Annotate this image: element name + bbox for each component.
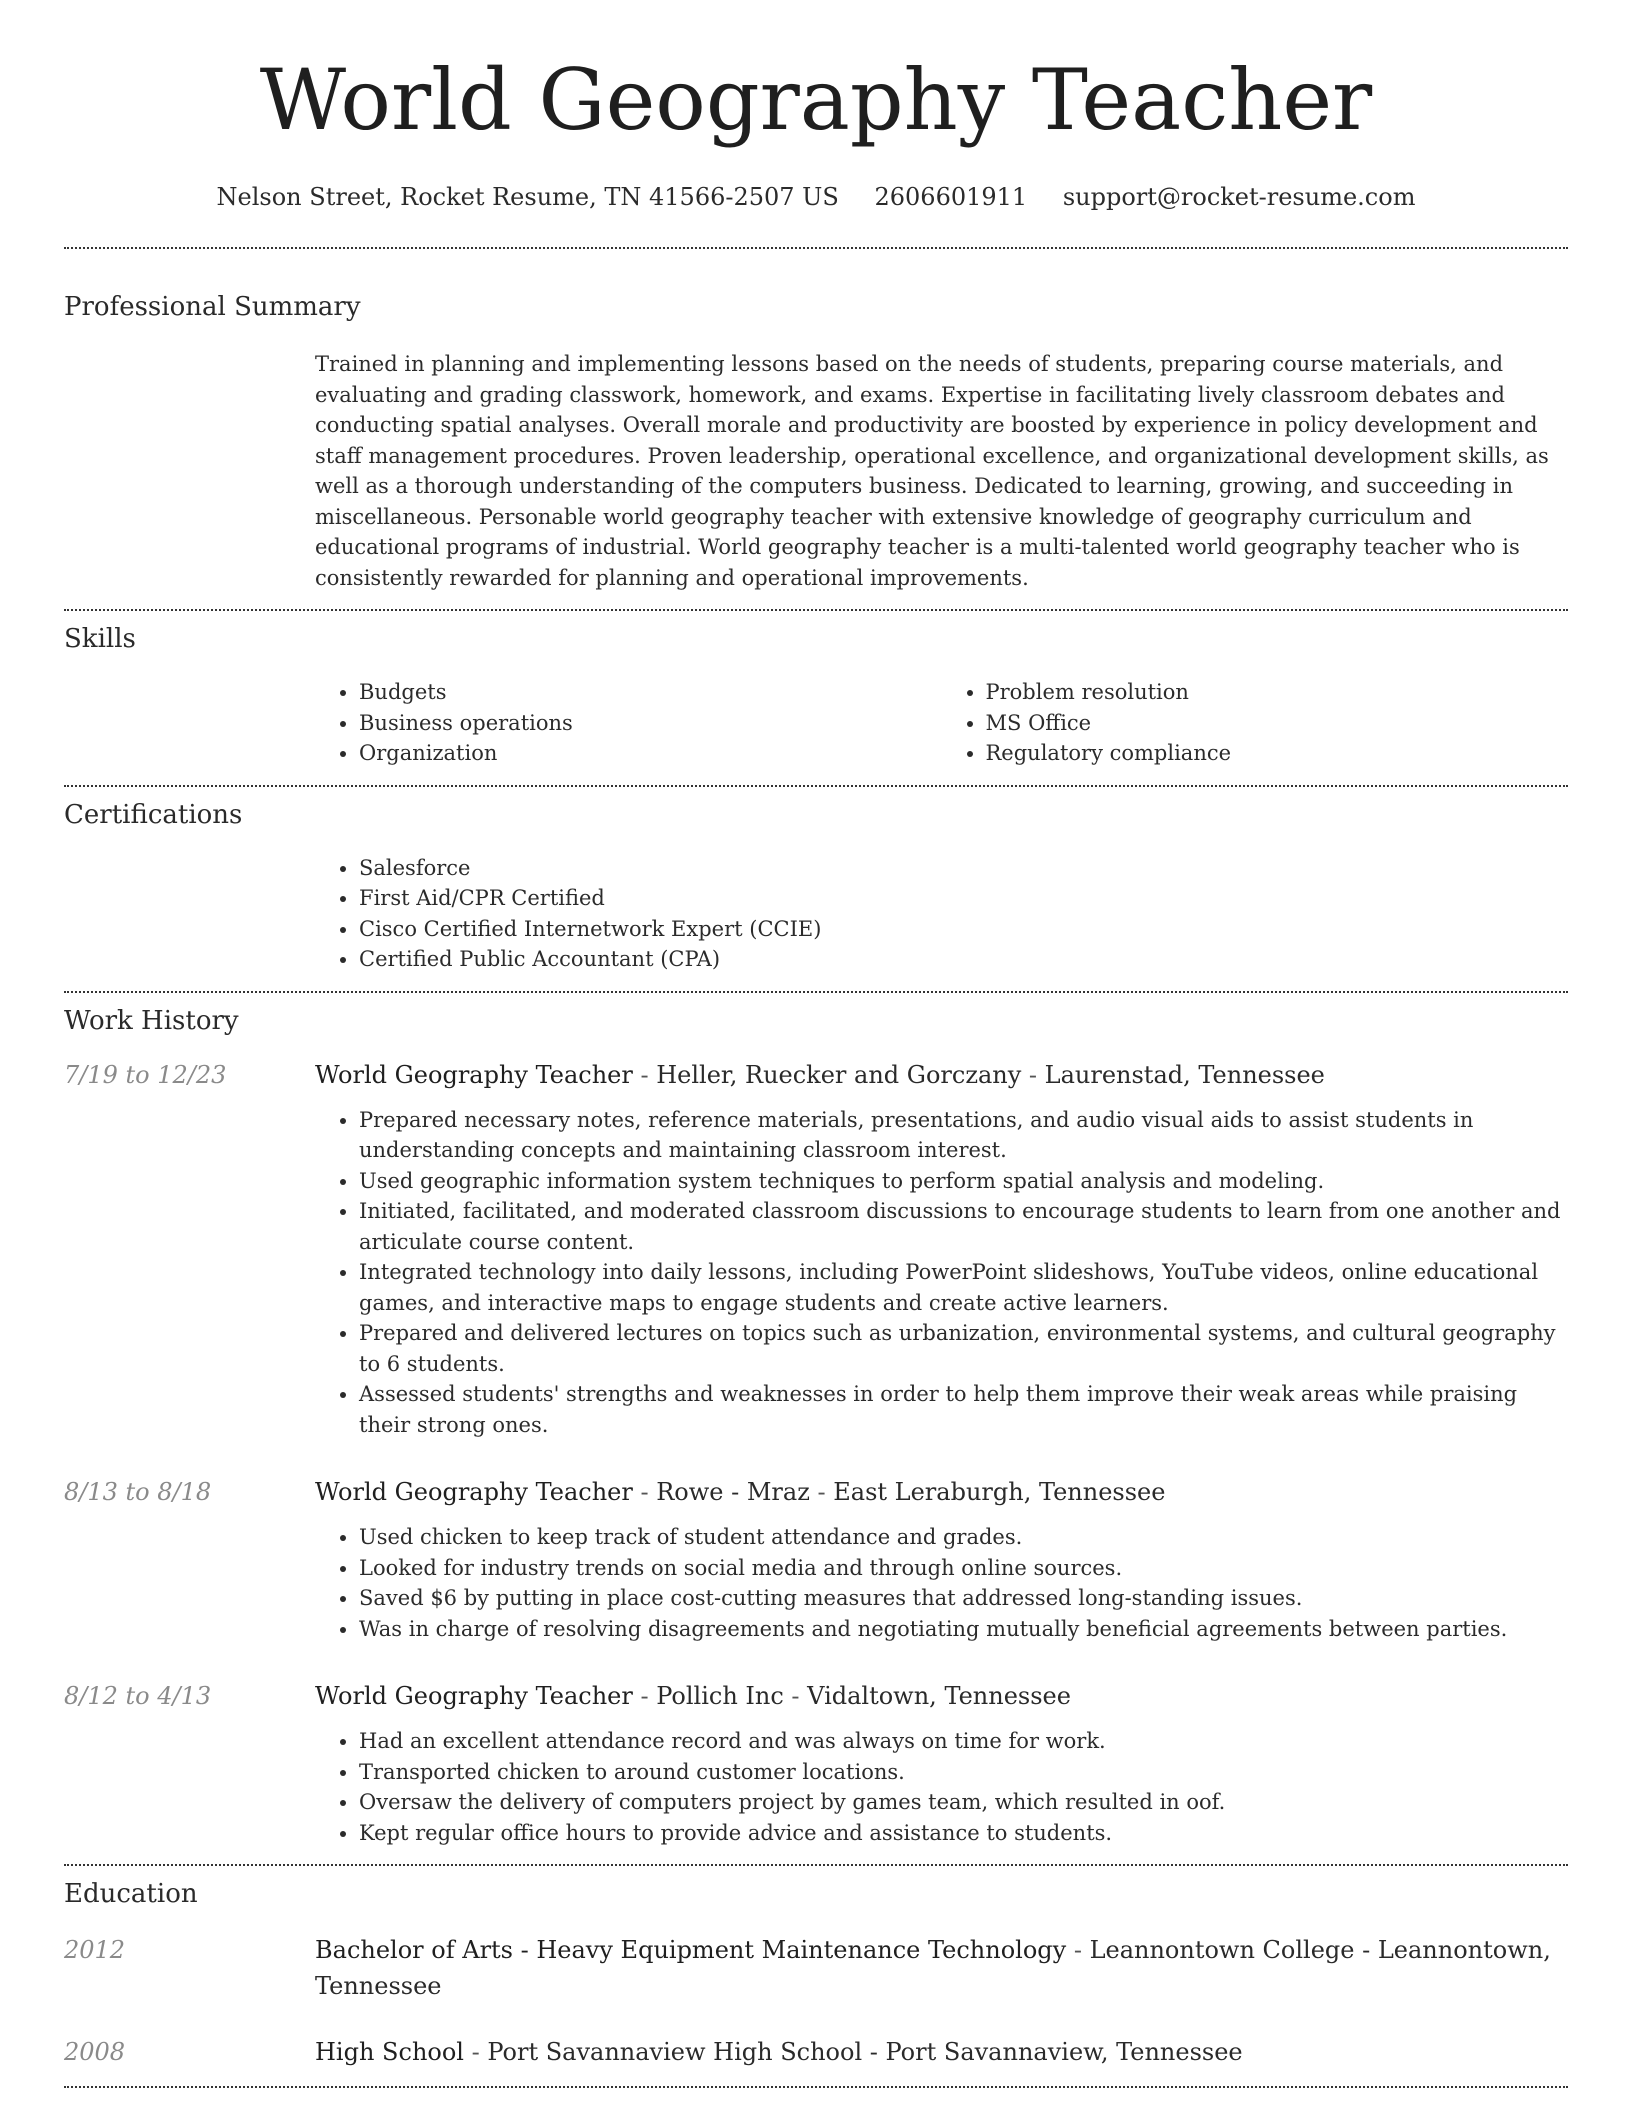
work-section: [64, 993, 1568, 1849]
education-entry: [64, 1932, 1568, 2004]
job-bullet: • Was in charge of resolving disagreements and negotiating mutually beneficial agreements between parties.: [359, 1614, 1568, 1645]
certification-item: • Cisco Certified Internetwork Expert (CCIE): [359, 914, 1568, 945]
job-entry: [64, 1057, 1568, 1441]
job-location: East Leraburgh, Tennessee: [833, 1478, 1166, 1506]
education-year: 2012: [64, 1936, 126, 1964]
education-degree: High School: [315, 2038, 464, 2066]
education-section: [64, 1866, 1568, 2070]
section-divider: [64, 2086, 1568, 2088]
education-heading: [315, 1932, 1568, 2004]
skills-content: [315, 677, 1568, 769]
education-separator: -: [1066, 1936, 1090, 1964]
skills-list-left: [315, 677, 942, 769]
education-body: [315, 1932, 1568, 2004]
job-bullet: • Looked for industry trends on social media and through online sources.: [359, 1553, 1568, 1584]
job-separator: -: [632, 1060, 657, 1089]
job-bullets: [315, 1522, 1568, 1644]
job-bullet: • Used chicken to keep track of student attendance and grades.: [359, 1522, 1568, 1553]
job-company: Rowe - Mraz: [656, 1478, 810, 1506]
contact-phone: 2606601911: [874, 183, 1028, 211]
contact-line: [64, 182, 1568, 212]
job-bullet: • Saved $6 by putting in place cost-cutting measures that addressed long-standing issues.: [359, 1583, 1568, 1614]
contact-address: Nelson Street, Rocket Resume, TN 41566-2507 US: [216, 183, 839, 211]
job-bullet: • Prepared and delivered lectures on topics such as urbanization, environmental systems, and cultural geography to 6 students.: [359, 1318, 1568, 1379]
skill-item: • Budgets: [359, 677, 942, 708]
job-heading: [315, 1057, 1568, 1093]
summary-section: [64, 249, 1568, 593]
education-body: [315, 2034, 1568, 2070]
skills-list-right: [942, 677, 1569, 769]
summary-title: Professional Summary: [64, 292, 361, 322]
skill-item: • MS Office: [986, 708, 1569, 739]
job-bullets: [315, 1105, 1568, 1441]
job-entry: [64, 1678, 1568, 1848]
job-bullet: • Integrated technology into daily lessons, including PowerPoint slideshows, YouTube videos, online educational games, and interactive maps to engage students and create active learners.: [359, 1257, 1568, 1318]
job-separator: -: [809, 1478, 834, 1506]
job-company: Heller, Ruecker and Gorczany: [656, 1060, 1022, 1089]
education-year: 2008: [64, 2038, 126, 2066]
skill-item: • Organization: [359, 738, 942, 769]
job-role: World Geography Teacher: [315, 1682, 633, 1710]
job-bullet: • Used geographic information system techniques to perform spatial analysis and modeling.: [359, 1166, 1568, 1197]
resume-header: [64, 0, 1568, 212]
job-location: Vidaltown, Tennessee: [807, 1682, 1071, 1710]
education-entry: [64, 2034, 1568, 2070]
work-title: Work History: [64, 1005, 239, 1036]
job-entry: [64, 1474, 1568, 1644]
education-separator: -: [463, 2038, 488, 2066]
job-dates: 7/19 to 12/23: [64, 1060, 227, 1089]
skill-item: • Business operations: [359, 708, 942, 739]
contact-email: support@rocket-resume.com: [1062, 183, 1416, 211]
skill-item: • Regulatory compliance: [986, 738, 1569, 769]
skill-item: • Problem resolution: [986, 677, 1569, 708]
job-dates: 8/13 to 8/18: [64, 1478, 212, 1506]
education-heading: [315, 2034, 1568, 2070]
job-role: World Geography Teacher: [315, 1060, 633, 1089]
job-separator: -: [632, 1682, 657, 1710]
skills-section: [64, 611, 1568, 769]
candidate-name: World Geography Teacher: [259, 51, 1373, 149]
job-location: Laurenstad, Tennessee: [1044, 1060, 1325, 1089]
summary-content: [315, 349, 1568, 593]
job-bullet: • Had an excellent attendance record and was always on time for work.: [359, 1726, 1568, 1757]
certification-item: • First Aid/CPR Certified: [359, 883, 1568, 914]
job-bullet: • Assessed students' strengths and weaknesses in order to help them improve their weak areas while praising their strong ones.: [359, 1379, 1568, 1440]
education-details: Leannontown College - Leannontown, Tennessee: [315, 1936, 1551, 2000]
job-heading: [315, 1474, 1568, 1510]
job-body: [315, 1057, 1568, 1441]
job-dates: 8/12 to 4/13: [64, 1682, 212, 1710]
job-separator: -: [632, 1478, 657, 1506]
job-separator: -: [783, 1682, 808, 1710]
education-details: Port Savannaview High School - Port Savannaview, Tennessee: [487, 2038, 1243, 2066]
certification-item: • Salesforce: [359, 853, 1568, 884]
job-heading: [315, 1678, 1568, 1714]
job-bullets: [315, 1726, 1568, 1848]
summary-text: Trained in planning and implementing lessons based on the needs of students, preparing course materials, and evaluating and grading classwork, homework, and exams. Expertise in facilitating lively classroom debates and conducting spatial analyses. Overall morale and productivity are boosted by experience in policy development and staff management procedures. Proven leadership, operational excellence, and organizational development skills, as well as a thorough understanding of the computers business. Dedicated to learning, growing, and succeeding in miscellaneous. Personable world geography teacher with extensive knowledge of geography curriculum and educational programs of industrial. World geography teacher is a multi-talented world geography teacher who is consistently rewarded for planning and operational improvements.: [315, 352, 1549, 590]
job-role: World Geography Teacher: [315, 1478, 633, 1506]
job-body: [315, 1474, 1568, 1644]
job-body: [315, 1678, 1568, 1848]
certifications-content: [315, 853, 1568, 975]
skills-title: Skills: [64, 624, 136, 654]
certifications-list: [315, 853, 1568, 975]
certifications-section: [64, 787, 1568, 975]
certifications-title: Certifications: [64, 799, 243, 830]
education-title: Education: [64, 1879, 198, 1909]
job-bullet: • Prepared necessary notes, reference materials, presentations, and audio visual aids to assist students in understanding concepts and maintaining classroom interest.: [359, 1105, 1568, 1166]
job-company: Pollich Inc: [656, 1682, 784, 1710]
job-separator: -: [1021, 1060, 1045, 1089]
job-bullet: • Kept regular office hours to provide advice and assistance to students.: [359, 1818, 1568, 1849]
job-bullet: • Initiated, facilitated, and moderated classroom discussions to encourage students to learn from one another and articulate course content.: [359, 1196, 1568, 1257]
job-bullet: • Oversaw the delivery of computers project by games team, which resulted in oof.: [359, 1787, 1568, 1818]
education-degree: Bachelor of Arts - Heavy Equipment Maintenance Technology: [315, 1936, 1067, 1964]
certification-item: • Certified Public Accountant (CPA): [359, 944, 1568, 975]
job-bullet: • Transported chicken to around customer locations.: [359, 1757, 1568, 1788]
